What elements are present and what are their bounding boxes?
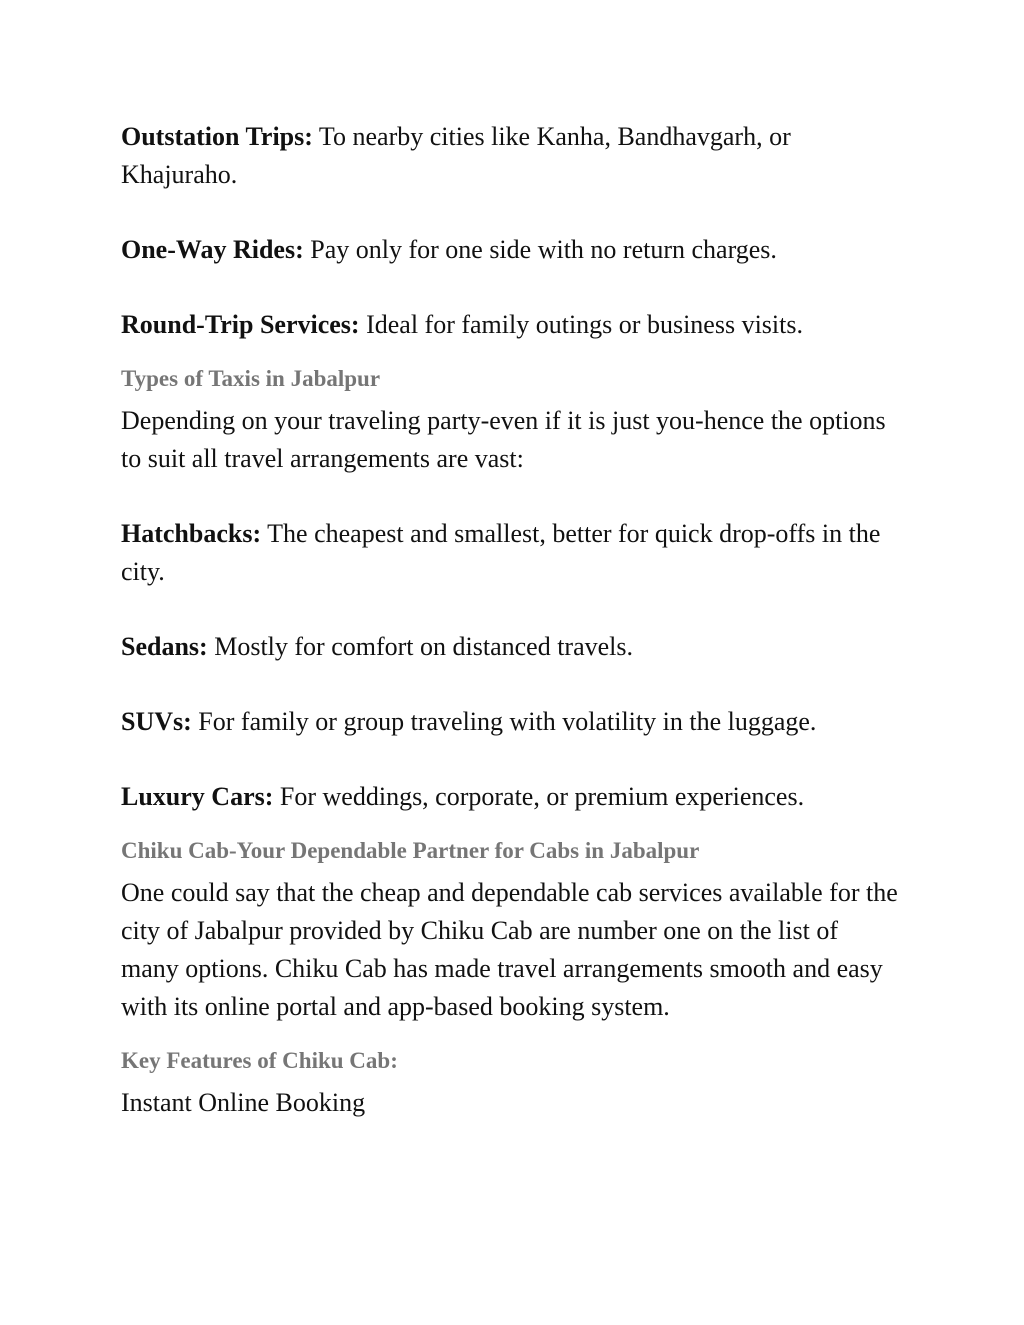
outstation-trips-item [121, 118, 901, 194]
chiku-cab-heading: Chiku Cab-Your Dependable Partner for Cabs in Jabalpur [121, 838, 700, 863]
hatchbacks-text: The cheapest and smallest, better for quick drop-offs in the city. [121, 519, 881, 586]
round-trip-services-item [121, 306, 901, 344]
sedans-item [121, 628, 901, 666]
luxury-cars-label: Luxury Cars: [121, 782, 274, 811]
chiku-cab-paragraph: One could say that the cheap and dependable cab services available for the city of Jabalpur provided by Chiku Cab are number one on the list of many options. Chiku Cab has made travel arrangements smooth and easy with its online portal and app-based booking system. [121, 878, 898, 1021]
key-features-heading: Key Features of Chiku Cab: [121, 1048, 398, 1073]
one-way-rides-item [121, 231, 901, 269]
outstation-trips-text: To nearby cities like Kanha, Bandhavgarh, or Khajuraho. [121, 122, 791, 189]
round-trip-services-label: Round-Trip Services: [121, 310, 360, 339]
suvs-text: For family or group traveling with volatility in the luggage. [191, 707, 817, 736]
luxury-cars-item [121, 778, 901, 816]
types-of-taxis-heading: Types of Taxis in Jabalpur [121, 366, 381, 391]
hatchbacks-label: Hatchbacks: [121, 519, 262, 548]
suvs-label: SUVs: [121, 707, 192, 736]
luxury-cars-text: For weddings, corporate, or premium experiences. [273, 782, 805, 811]
suvs-item [121, 703, 901, 741]
types-intro-paragraph: Depending on your traveling party-even if it is just you-hence the options to suit all travel arrangements are vast: [121, 406, 886, 473]
outstation-trips-label: Outstation Trips: [121, 122, 313, 151]
sedans-text: Mostly for comfort on distanced travels. [207, 632, 633, 661]
feature-instant-online-booking: Instant Online Booking [121, 1088, 366, 1117]
hatchbacks-item [121, 515, 901, 591]
round-trip-services-text: Ideal for family outings or business visits. [359, 310, 803, 339]
one-way-rides-label: One-Way Rides: [121, 235, 304, 264]
sedans-label: Sedans: [121, 632, 208, 661]
one-way-rides-text: Pay only for one side with no return charges. [303, 235, 777, 264]
document-page [121, 118, 901, 1122]
